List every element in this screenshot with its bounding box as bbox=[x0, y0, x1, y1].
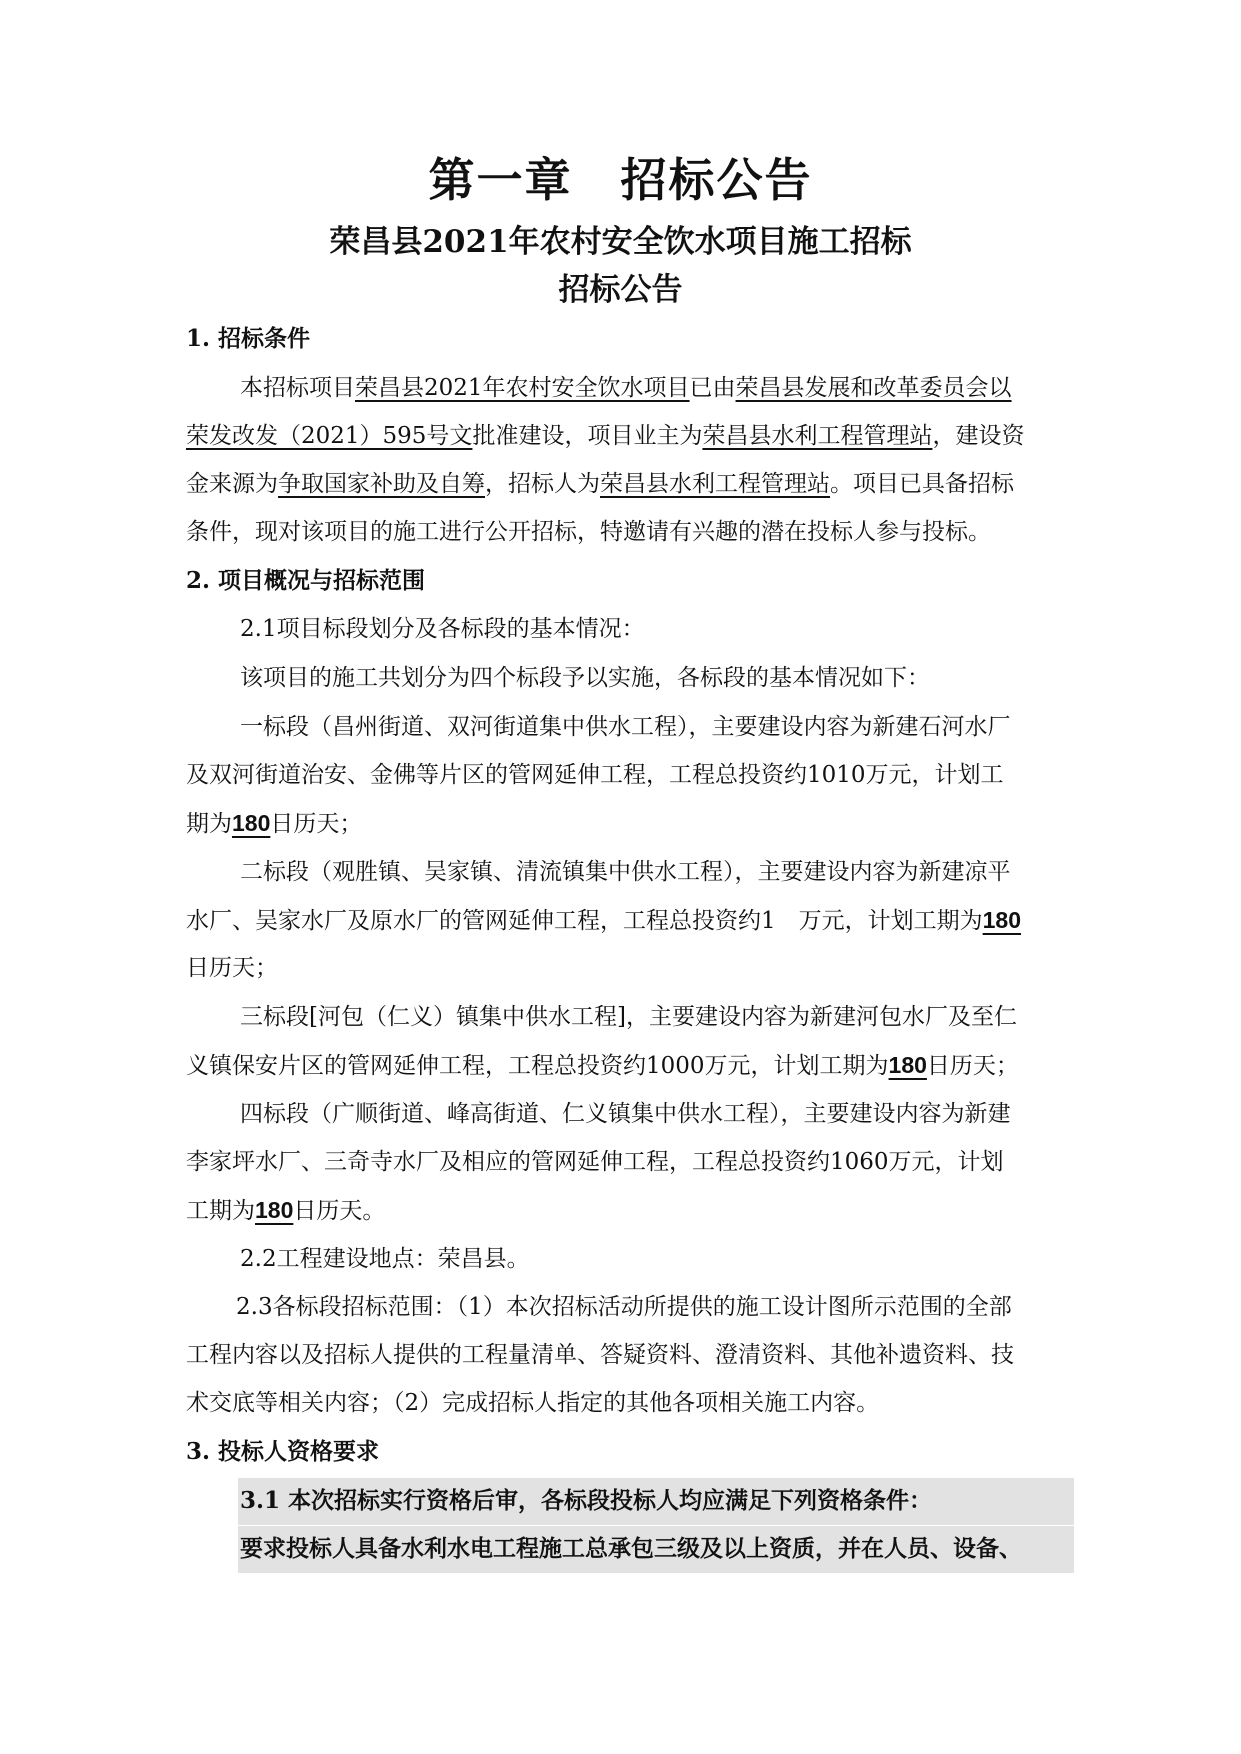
section-1-heading: 1. 招标条件 bbox=[186, 325, 311, 352]
lot2-line-1: 二标段（观胜镇、吴家镇、清流镇集中供水工程），主要建设内容为新建凉平 bbox=[240, 859, 1011, 885]
notice-title: 招标公告 bbox=[558, 272, 683, 308]
s2-3-line-3: 术交底等相关内容；（2）完成招标人指定的其他各项相关施工内容。 bbox=[186, 1390, 880, 1416]
chapter-heading bbox=[0, 150, 1241, 210]
lot3-line-1: 三标段[河包（仁义）镇集中供水工程]，主要建设内容为新建河包水厂及至仁 bbox=[240, 1004, 1017, 1030]
lot4-line-1: 四标段（广顺街道、峰高街道、仁义镇集中供水工程），主要建设内容为新建 bbox=[240, 1101, 1011, 1127]
lot1-line-1: 一标段（昌州街道、双河街道集中供水工程），主要建设内容为新建石河水厂 bbox=[240, 714, 1011, 740]
lot2-line-2: 水厂、吴家水厂及原水厂的管网延伸工程，工程总投资约1 万元，计划工期为180 bbox=[186, 907, 1022, 934]
s1-line-1: 本招标项目荣昌县2021年农村安全饮水项目已由荣昌县发展和改革委员会以 bbox=[240, 375, 1012, 401]
lot1-line-2: 及双河街道治安、金佛等片区的管网延伸工程，工程总投资约1010万元，计划工 bbox=[186, 762, 1004, 788]
s2-2-location: 2.2工程建设地点：荣昌县。 bbox=[240, 1246, 530, 1272]
project-title: 荣昌县2021年农村安全饮水项目施工招标 bbox=[329, 224, 912, 260]
lot2-line-3: 日历天； bbox=[186, 955, 278, 981]
s3-1-line-2: 要求投标人具备水利水电工程施工总承包三级及以上资质，并在人员、设备、 bbox=[240, 1535, 1022, 1562]
s1-line-2: 荣发改发（2021）595号文批准建设，项目业主为荣昌县水利工程管理站，建设资 bbox=[186, 423, 1025, 449]
lot3-line-2: 义镇保安片区的管网延伸工程，工程总投资约1000万元，计划工期为180日历天； bbox=[186, 1052, 1019, 1079]
s2-3-line-2: 工程内容以及招标人提供的工程量清单、答疑资料、澄清资料、其他补遗资料、技 bbox=[186, 1342, 1014, 1368]
section-3-heading: 3. 投标人资格要求 bbox=[186, 1438, 380, 1465]
s2-1-heading: 2.1项目标段划分及各标段的基本情况： bbox=[240, 616, 645, 642]
chapter-title: 招标公告 bbox=[620, 153, 813, 207]
lot4-line-3: 工期为180日历天。 bbox=[186, 1197, 386, 1224]
s2-3-line-1: 2.3各标段招标范围：（1）本次招标活动所提供的施工设计图所示范围的全部 bbox=[236, 1294, 1012, 1320]
lot4-line-2: 李家坪水厂、三奇寺水厂及相应的管网延伸工程，工程总投资约1060万元，计划 bbox=[186, 1149, 1004, 1175]
lot1-line-3: 期为180日历天； bbox=[186, 810, 363, 837]
s1-line-4: 条件，现对该项目的施工进行公开招标，特邀请有兴趣的潜在投标人参与投标。 bbox=[186, 519, 991, 545]
s3-1-line-1: 3.1 本次招标实行资格后审，各标段投标人均应满足下列资格条件： bbox=[240, 1487, 933, 1514]
s1-line-3: 金来源为争取国家补助及自筹，招标人为荣昌县水利工程管理站。项目已具备招标 bbox=[186, 471, 1014, 497]
s2-intro: 该项目的施工共划分为四个标段予以实施，各标段的基本情况如下： bbox=[240, 665, 930, 691]
section-2-heading: 2. 项目概况与招标范围 bbox=[186, 567, 426, 594]
chapter-label: 第一章 bbox=[428, 153, 573, 207]
